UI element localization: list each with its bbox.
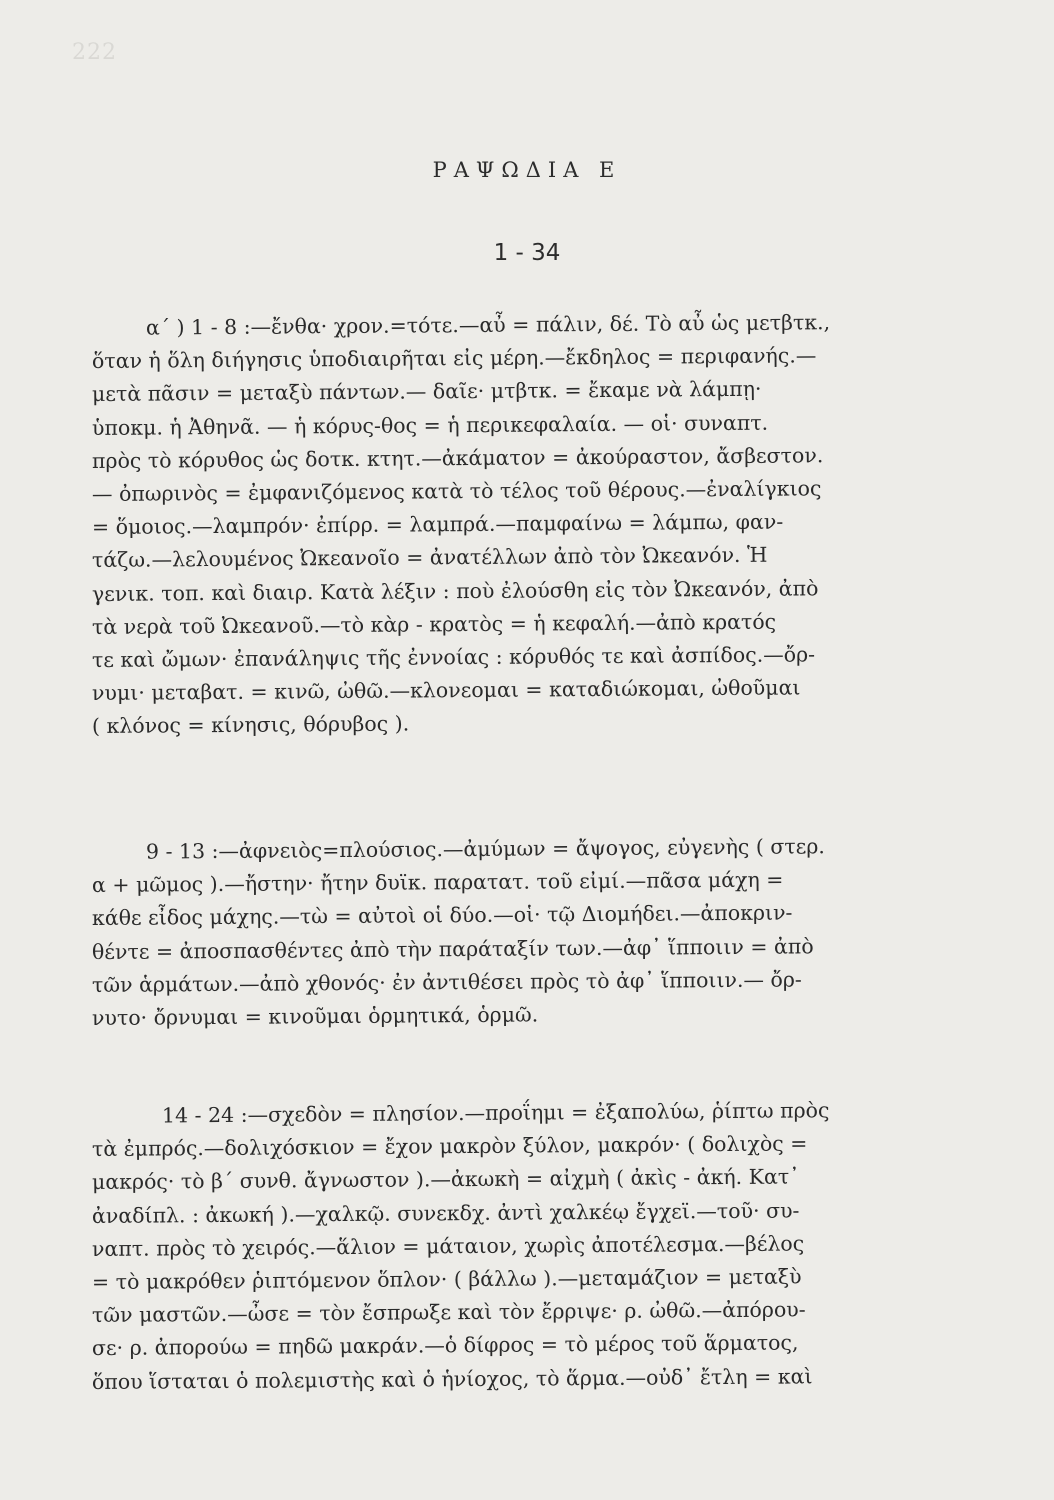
text-line: τῶν μαστῶν.—ὦσε = τὸν ἔσπρωξε καὶ τὸν ἔρριψε· ρ. ὠθῶ.—ἀπόρου- [91,1297,806,1328]
text-line: α + μῶμος ).—ἤστην· ἤτην δυϊκ. παρατατ. τοῦ εἰμί.—πᾶσα μάχη = [91,867,784,898]
text-line: γενικ. τοπ. καὶ διαιρ. Κατὰ λέξιν : ποὺ ἐλούσθη εἰς τὸν Ὠκεανόν, ἀπὸ [91,575,819,606]
commentary-section-2 [92,836,987,1035]
text-line: ναπτ. πρὸς τὸ χειρός.—ἅλιον = μάταιον, χωρὶς ἀποτέλεσμα.—βέλος [91,1231,805,1261]
text-line: τὰ ἐμπρός.—δολιχόσκιον = ἔχον μακρὸν ξύλον, μακρόν· ( δολιχὸς = [91,1131,808,1162]
text-line: ὅταν ἡ ὅλη διήγησις ὑποδιαιρῆται εἰς μέρη.—ἔκδηλος = περιφανής.— [91,343,817,374]
text-line: μακρός· τὸ β΄ συνθ. ἄγνωστον ).—ἀκωκὴ = αἰχμὴ ( ἀκὶς - ἀκή. Κατ᾽ [91,1164,800,1195]
text-line: = ὅμοιος.—λαμπρόν· ἐπίρρ. = λαμπρά.—παμφαίνω = λάμπω, φαν- [91,509,784,540]
text-line: ἀναδίπλ. : ἀκωκή ).—χαλκῷ. συνεκδχ. ἀντὶ χαλκέῳ ἔγχεϊ.—τοῦ· συ- [91,1198,800,1228]
commentary-section-3 [92,1100,987,1399]
text-line: τὰ νερὰ τοῦ Ὠκεανοῦ.—τὸ κὰρ - κρατὸς = ἡ κεφαλή.—ἀπὸ κρατός [91,609,777,639]
verse-range: 1 - 34 [493,240,561,266]
chapter-title: ΡΑΨΩΔΙΑ Ε [432,158,622,182]
text-line: σε· ρ. ἀπορούω = πηδῶ μακράν.—ὁ δίφρος = τὸ μέρος τοῦ ἅρματος, [91,1330,799,1361]
text-line: 14 - 24 :—σχεδὸν = πλησίον.—προΐημι = ἐξαπολύω, ῥίπτω πρὸς [161,1098,830,1128]
text-line: α΄ ) 1 - 8 :—ἔνθα· χρον.=τότε.—αὖ = πάλιν, δέ. Τὸ αὖ ὡς μετβτκ., [145,310,831,340]
text-line: = τὸ μακρόθεν ῥιπτόμενον ὅπλον· ( βάλλω ).—μεταμάζιον = μεταξὺ [91,1264,802,1294]
text-line: νυμι· μεταβατ. = κινῶ, ὠθῶ.—κλονεομαι = καταδιώκομαι, ὠθοῦμαι [91,675,801,706]
text-line: πρὸς τὸ κόρυθος ὡς δοτκ. κτητ.—ἀκάματον = ἀκούραστον, ἄσβεστον. [91,443,824,473]
text-line: μετὰ πᾶσιν = μεταξὺ πάντων.— δαῖε· μτβτκ. = ἔκαμε νὰ λάμπῃ· [91,377,762,407]
text-line: 9 - 13 :—ἀφνειὸς=πλούσιος.—ἀμύμων = ἄψογος, εὐγενὴς ( στερ. [145,834,825,864]
text-line: νυτο· ὄρνυμαι = κινοῦμαι ὁρμητικά, ὁρμῶ. [91,1002,539,1030]
commentary-section-1 [92,312,987,743]
text-line: τε καὶ ὤμων· ἐπανάληψις τῆς ἐννοίας : κόρυθός τε καὶ ἀσπίδος.—ὄρ- [91,642,816,672]
text-line: ὅπου ἵσταται ὁ πολεμιστὴς καὶ ὁ ἡνίοχος, τὸ ἅρμα.—οὐδ᾽ ἔτλη = καὶ [91,1363,813,1394]
page-number: 222 [72,40,117,65]
text-line: — ὀπωρινὸς = ἐμφανιζόμενος κατὰ τὸ τέλος τοῦ θέρους.—ἐναλίγκιος [91,476,822,506]
text-line: θέντε = ἀποσπασθέντες ἀπὸ τὴν παράταξίν των.—ἀφ᾽ ἵπποιιν = ἀπὸ [91,933,814,964]
text-line: κάθε εἶδος μάχης.—τὼ = αὐτοὶ οἱ δύο.—οἱ· τῷ Διομήδει.—ἀποκριν- [91,900,793,931]
text-line: τῶν ἁρμάτων.—ἀπὸ χθονός· ἐν ἀντιθέσει πρὸς τὸ ἀφ᾽ ἵπποιιν.— ὄρ- [91,967,802,997]
text-line: τάζω.—λελουμένος Ὠκεανοῖο = ἀνατέλλων ἀπὸ τὸν Ὠκεανόν. Ἡ [91,543,768,573]
text-line: ( κλόνος = κίνησις, θόρυβος ). [91,711,410,739]
text-line: ὑποκμ. ἡ Ἀθηνᾶ. — ἡ κόρυς-θος = ἡ περικεφαλαία. — οἱ· συναπτ. [91,410,769,440]
